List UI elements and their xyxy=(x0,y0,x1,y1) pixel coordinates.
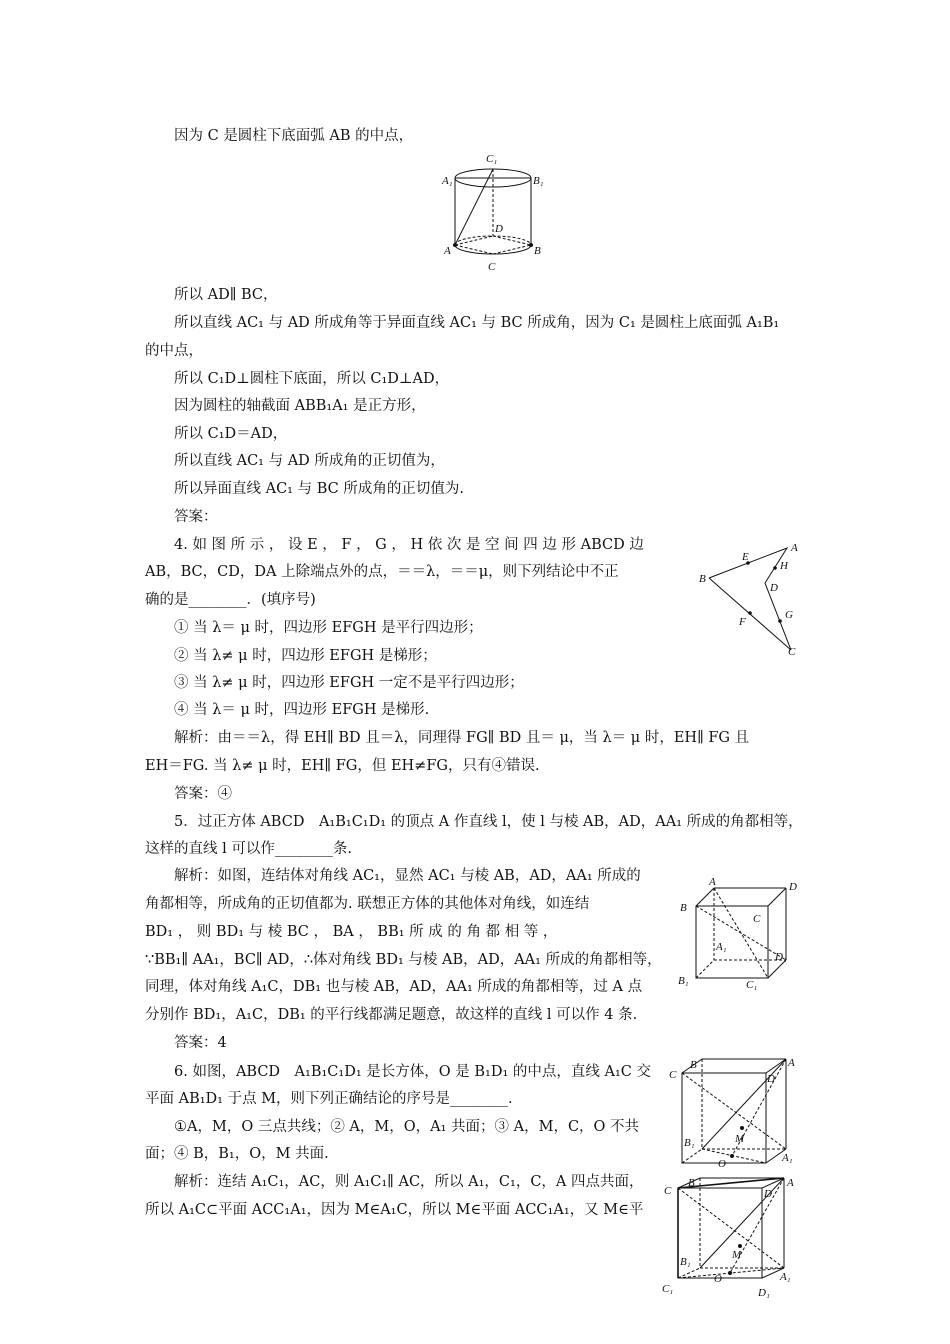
fig-label: B₁ xyxy=(678,975,689,987)
text-line: 所以直线 AC₁ 与 AD 所成角等于异面直线 AC₁ 与 BC 所成角，因为 C₁ 是圆柱上底面弧 A₁B₁ xyxy=(174,315,780,331)
fig-label: G xyxy=(785,609,793,621)
fig-label: B₁ xyxy=(684,1137,695,1149)
text-line: 6. 如图，ABCD A₁B₁C₁D₁ 是长方体，O 是 B₁D₁ 的中点，直线 A₁C 交 xyxy=(174,1064,651,1080)
fig-label: H xyxy=(780,560,788,572)
fig-label: D₁ xyxy=(758,1287,770,1299)
fig-label: B xyxy=(699,573,706,585)
text-line: 的中点， xyxy=(145,343,203,359)
fig-label: C xyxy=(488,261,496,273)
text-line: 解析：连结 A₁C₁，AC，则 A₁C₁∥ AC，所以 A₁，C₁，C，A 四点共面， xyxy=(174,1174,644,1190)
fig-label: C xyxy=(664,1185,672,1197)
text-line: 答案：④ xyxy=(174,786,232,802)
fig-label: C xyxy=(788,646,796,658)
fig-label: M xyxy=(735,1133,745,1145)
text-line: 分别作 BD₁，A₁C，DB₁ 的平行线都满足题意，故这样的直线 l 可以作 4 条. xyxy=(145,1007,638,1023)
fig-label: E xyxy=(742,551,749,563)
fig-label: M xyxy=(732,1249,742,1261)
text-line: ③ 当 λ≠ μ 时，四边形 EFGH 一定不是平行四边形； xyxy=(174,675,524,691)
text-line: 所以 C₁D⊥圆柱下底面，所以 C₁D⊥AD， xyxy=(174,371,450,387)
fig-label: C₁ xyxy=(662,1283,674,1295)
fig-label: B xyxy=(680,902,687,914)
text-line: 答案： xyxy=(174,509,218,525)
text-line: 确的是________．(填序号) xyxy=(145,592,316,608)
fig-label: B xyxy=(688,1177,695,1189)
text-line: 4. 如 图 所 示 ， 设 E ， F ， G ， H 依 次 是 空 间 四 边 形 ABCD 边 xyxy=(174,537,644,553)
fig-label: D xyxy=(767,1073,775,1085)
fig-label: D xyxy=(770,582,778,594)
text-line: 所以异面直线 AC₁ 与 BC 所成角的正切值为. xyxy=(174,481,464,497)
fig-label: C xyxy=(669,1069,677,1081)
cylinder-figure xyxy=(440,148,550,276)
text-line: ∵BB₁∥ AA₁，BC∥ AD，∴体对角线 BD₁ 与棱 AB，AD，AA₁ 所成的角都相等， xyxy=(145,952,662,968)
text-line: BD₁ ， 则 BD₁ 与 棱 BC ， BA ， BB₁ 所 成 的 角 都 相 等 ， xyxy=(145,924,558,940)
box-figure-bottom xyxy=(660,1176,806,1300)
text-line: 同理，体对角线 A₁C，DB₁ 也与棱 AB，AD，AA₁ 所成的角都相等，过 A 点 xyxy=(145,979,643,995)
fig-label: C₁ xyxy=(486,153,498,165)
fig-label: D xyxy=(495,223,503,235)
text-line: AB，BC，CD，DA 上除端点外的点，＝＝λ，＝＝μ，则下列结论中不正 xyxy=(145,564,619,580)
text-line: EH＝FG. 当 λ≠ μ 时，EH∥ FG，但 EH≠FG，只有④错误. xyxy=(145,758,540,774)
fig-label: A xyxy=(791,542,798,554)
fig-label: D xyxy=(789,881,797,893)
fig-label: A₁ xyxy=(716,941,727,953)
box-figure-top xyxy=(666,1056,806,1174)
text-line: 5．过正方体 ABCD A₁B₁C₁D₁ 的顶点 A 作直线 l，使 l 与棱 AB，AD，AA₁ 所成的角都相等， xyxy=(174,814,803,830)
fig-label: C₁ xyxy=(746,979,758,991)
fig-label: A₁ xyxy=(780,1271,791,1283)
text-line: ①A，M，O 三点共线；② A，M，O，A₁ 共面；③ A，M，C，O 不共 xyxy=(174,1119,640,1135)
text-line: 所以直线 AC₁ 与 AD 所成角的正切值为， xyxy=(174,453,445,469)
fig-label: B xyxy=(534,245,541,257)
cube-figure xyxy=(676,876,796,992)
quadrilateral-figure xyxy=(695,538,810,658)
fig-label: O xyxy=(718,1158,726,1170)
text-line: 这样的直线 l 可以作________条. xyxy=(145,841,352,857)
text-line: 平面 AB₁D₁ 于点 M，则下列正确结论的序号是________. xyxy=(145,1091,513,1107)
text-line: 解析：如图，连结体对角线 AC₁，显然 AC₁ 与棱 AB，AD，AA₁ 所成的 xyxy=(174,868,641,884)
text-line: 所以 A₁C⊂平面 ACC₁A₁，因为 M∈A₁C，所以 M∈平面 ACC₁A₁，又 M∈平 xyxy=(145,1202,644,1218)
fig-label: D₁ xyxy=(775,951,787,963)
fig-label: B₁ xyxy=(680,1256,691,1268)
fig-label: O xyxy=(714,1273,722,1285)
text-line: 解析：由＝＝λ，得 EH∥ BD 且＝λ，同理得 FG∥ BD 且＝ μ，当 λ＝ μ 时，EH∥ FG 且 xyxy=(174,730,750,746)
fig-label: A xyxy=(444,245,451,257)
fig-label: A xyxy=(788,1057,795,1069)
fig-label: B xyxy=(690,1059,697,1071)
text-line: 因为圆柱的轴截面 ABB₁A₁ 是正方形， xyxy=(174,398,426,414)
text-line: ② 当 λ≠ μ 时，四边形 EFGH 是梯形； xyxy=(174,648,437,664)
text-line: 所以 AD∥ BC， xyxy=(174,287,278,303)
text-line: 因为 C 是圆柱下底面弧 AB 的中点， xyxy=(174,128,414,144)
fig-label: D xyxy=(764,1188,772,1200)
fig-label: F xyxy=(739,616,746,628)
text-line: 角都相等，所成角的正切值都为. 联想正方体的其他体对角线，如连结 xyxy=(145,896,590,912)
fig-label: A₁ xyxy=(442,175,453,187)
fig-label: B₁ xyxy=(533,175,544,187)
text-line: 面；④ B，B₁，O，M 共面. xyxy=(145,1146,329,1162)
fig-label: C xyxy=(753,913,761,925)
text-line: ① 当 λ＝ μ 时，四边形 EFGH 是平行四边形； xyxy=(174,620,483,636)
fig-label: A₁ xyxy=(782,1152,793,1164)
text-line: ④ 当 λ＝ μ 时，四边形 EFGH 是梯形. xyxy=(174,702,430,718)
fig-label: A xyxy=(787,1177,794,1189)
text-line: 所以 C₁D＝AD， xyxy=(174,426,288,442)
fig-label: A xyxy=(709,876,716,888)
text-line: 答案：4 xyxy=(174,1035,227,1051)
